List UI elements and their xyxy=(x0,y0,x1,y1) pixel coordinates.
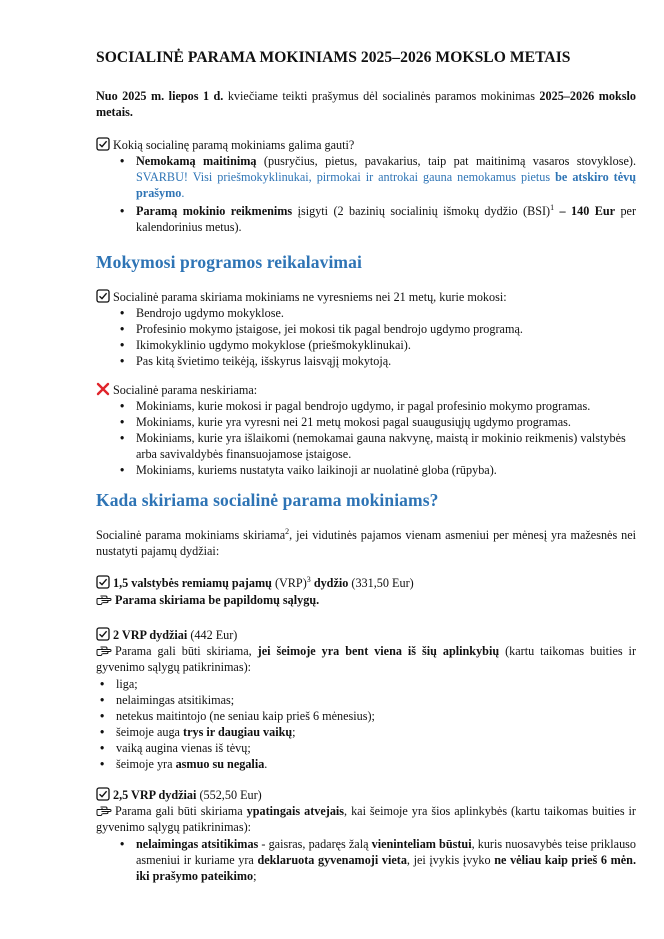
criterion-3-note-a: Parama gali būti skiriama xyxy=(115,804,247,818)
criterion-2-note-b: jei šeimoje yra bent viena iš šių aplinkybių xyxy=(257,644,500,658)
list-item: • Bendrojo ugdymo mokyklose. xyxy=(116,305,636,321)
income-paragraph xyxy=(96,527,636,559)
item-bold: trys ir daugiau vaikų xyxy=(183,725,293,739)
item-text: - gaisras, padaręs žalą xyxy=(258,837,372,851)
intro-date: Nuo 2025 m. liepos 1 d. xyxy=(96,89,224,103)
item-bold: deklaruota gyvenamoji vieta xyxy=(257,853,407,867)
list-item: • netekus maitintojo (ne seniau kaip prieš 6 mėnesius); xyxy=(96,708,636,724)
list-item: • vaiką augina vienas iš tėvų; xyxy=(96,740,636,756)
footnote-ref: 1 xyxy=(550,203,555,212)
item-text: , kuris nuosavybės teise priklauso asmeniui ir kuriame yra xyxy=(136,837,636,867)
list-item xyxy=(96,756,636,772)
not-eligible-list xyxy=(116,398,636,478)
criterion-1-note xyxy=(96,592,641,608)
criterion-3 xyxy=(96,787,641,803)
list-item: • Mokiniams, kurie yra išlaikomi (nemokamai gauna nakvynę, maistą ir mokinio reikmenis) valstybės arba savivaldybės finansuojamose įstaigose. xyxy=(116,430,636,462)
special-cases-list xyxy=(116,836,636,884)
checkbox-checked-icon xyxy=(96,575,110,589)
criterion-1-abbr: (VRP) xyxy=(271,576,307,590)
pointing-hand-icon xyxy=(96,804,112,817)
checkbox-checked-icon xyxy=(96,289,110,303)
item-bold: ne vėliau kaip prieš 6 mėn. iki prašymo pateikimo xyxy=(136,853,636,883)
list-item: • Mokiniams, kurie mokosi ir pagal bendrojo ugdymo, ir pagal profesinio mokymo programas. xyxy=(116,398,636,414)
item-end: . xyxy=(264,757,268,771)
criterion-1-label-end: dydžio xyxy=(310,576,349,590)
eligible-intro-text: Socialinė parama skiriama mokiniams ne vyresniems nei 21 metų, kurie mokosi: xyxy=(113,290,507,304)
list-item: • Ikimokyklinio ugdymo mokyklose (priešmokyklinukai). xyxy=(116,337,636,353)
item-text: , jei įvykis įvyko xyxy=(406,853,495,867)
income-text-b: , jei vidutinės pajamos vienam asmeniui per mėnesį yra mažesnės nei nustatyti pajamų dydžiai: xyxy=(96,528,637,558)
income-text-a: Socialinė parama mokiniams skiriama xyxy=(96,528,286,542)
criterion-3-note-b: ypatingais atvejais xyxy=(246,804,345,818)
item-text: šeimoje yra xyxy=(116,757,176,771)
criterion-2-label: 2 VRP dydžiai xyxy=(113,628,188,642)
free-meals-text: (pusryčius, pietus, pavakarius, taip pat maitinimą vasaros stovyklose). xyxy=(256,154,636,168)
criterion-2-note-a: Parama gali būti skiriama, xyxy=(115,644,258,658)
list-item xyxy=(96,724,636,740)
criterion-2 xyxy=(96,627,641,643)
checkbox-checked-icon xyxy=(96,787,110,801)
not-eligible-intro xyxy=(96,382,641,398)
page-title: SOCIALINĖ PARAMA MOKINIAMS 2025–2026 MOKSLO METAIS xyxy=(96,49,571,66)
supplies-text: įsigyti (2 bazinių socialinių išmokų dydžio (BSI) xyxy=(292,204,551,218)
circumstances-list xyxy=(96,676,636,772)
criterion-3-amount: (552,50 Eur) xyxy=(196,788,262,802)
intro-years: 2025–2026 mokslo metais. xyxy=(96,89,636,119)
pointing-hand-icon xyxy=(96,593,112,606)
q1-question xyxy=(96,137,641,153)
item-bold: nelaimingas atsitikimas xyxy=(136,837,259,851)
intro-text: kviečiame teikti prašymus dėl socialinės paramos mokinimas xyxy=(223,89,540,103)
important-note-end: . xyxy=(181,186,185,200)
checkbox-checked-icon xyxy=(96,137,110,151)
list-item: • Mokiniams, kurie yra vyresni nei 21 metų mokosi pagal suaugusiųjų ugdymo programas. xyxy=(116,414,636,430)
criterion-2-note-c: (kartu taikomas buities ir gyvenimo sąlygų patikrinimas): xyxy=(96,644,637,674)
section-heading-when: Kada skiriama socialinė parama mokiniams? xyxy=(96,490,439,510)
item-bold: vieninteliam būstui xyxy=(371,837,472,851)
checkbox-checked-icon xyxy=(96,627,110,641)
criterion-1-note-text: Parama skiriama be papildomų sąlygų. xyxy=(115,593,320,607)
list-item xyxy=(116,153,636,201)
aid-types-list xyxy=(116,153,636,235)
important-note: SVARBU! Visi priešmokyklinukai, pirmokai ir antrokai gauna nemokamus pietus xyxy=(136,170,556,184)
section-heading-requirements: Mokymosi programos reikalavimai xyxy=(96,252,362,272)
red-cross-icon xyxy=(96,382,110,396)
pointing-hand-icon xyxy=(96,644,112,657)
criterion-3-note xyxy=(96,803,636,835)
list-item xyxy=(116,836,636,884)
item-bold: asmuo su negalia xyxy=(175,757,265,771)
criterion-1-amount: (331,50 Eur) xyxy=(348,576,414,590)
footnote-ref: 2 xyxy=(285,527,290,536)
list-item: • liga; xyxy=(96,676,636,692)
intro-paragraph xyxy=(96,88,636,120)
free-meals-label: Nemokamą maitinimą xyxy=(136,154,257,168)
q1-question-text: Kokią socialinę paramą mokiniams galima gauti? xyxy=(113,138,355,152)
item-end: ; xyxy=(253,869,257,883)
eligible-list xyxy=(116,305,636,369)
list-item: • Mokiniams, kuriems nustatyta vaiko laikinoji ar nuolatinė globa (rūpyba). xyxy=(116,462,636,478)
eligible-intro xyxy=(96,289,641,305)
criterion-2-note xyxy=(96,643,636,675)
item-end: ; xyxy=(292,725,296,739)
not-eligible-intro-text: Socialinė parama neskiriama: xyxy=(113,383,258,397)
list-item: • Profesinio mokymo įstaigose, jei mokosi tik pagal bendrojo ugdymo programą. xyxy=(116,321,636,337)
list-item: • nelaimingas atsitikimas; xyxy=(96,692,636,708)
criterion-3-note-c: , kai šeimoje yra šios aplinkybės (kartu taikomas buities ir gyvenimo sąlygų patikrinimas): xyxy=(96,804,636,834)
criterion-2-amount: (442 Eur) xyxy=(187,628,238,642)
criterion-1 xyxy=(96,575,641,591)
item-text: šeimoje auga xyxy=(116,725,184,739)
footnote-ref: 3 xyxy=(306,575,311,584)
supplies-end: per kalendorinius metus). xyxy=(136,204,637,234)
criterion-3-label: 2,5 VRP dydžiai xyxy=(113,788,197,802)
criterion-1-label: 1,5 valstybės remiamų pajamų xyxy=(113,576,272,590)
list-item xyxy=(116,203,636,235)
list-item: • Pas kitą švietimo teikėją, išskyrus laisvąjį mokytoją. xyxy=(116,353,636,369)
important-note-bold: be atskiro tėvų prašymo xyxy=(136,170,636,200)
supplies-amount: – 140 Eur xyxy=(554,204,616,218)
supplies-label: Paramą mokinio reikmenims xyxy=(136,204,293,218)
